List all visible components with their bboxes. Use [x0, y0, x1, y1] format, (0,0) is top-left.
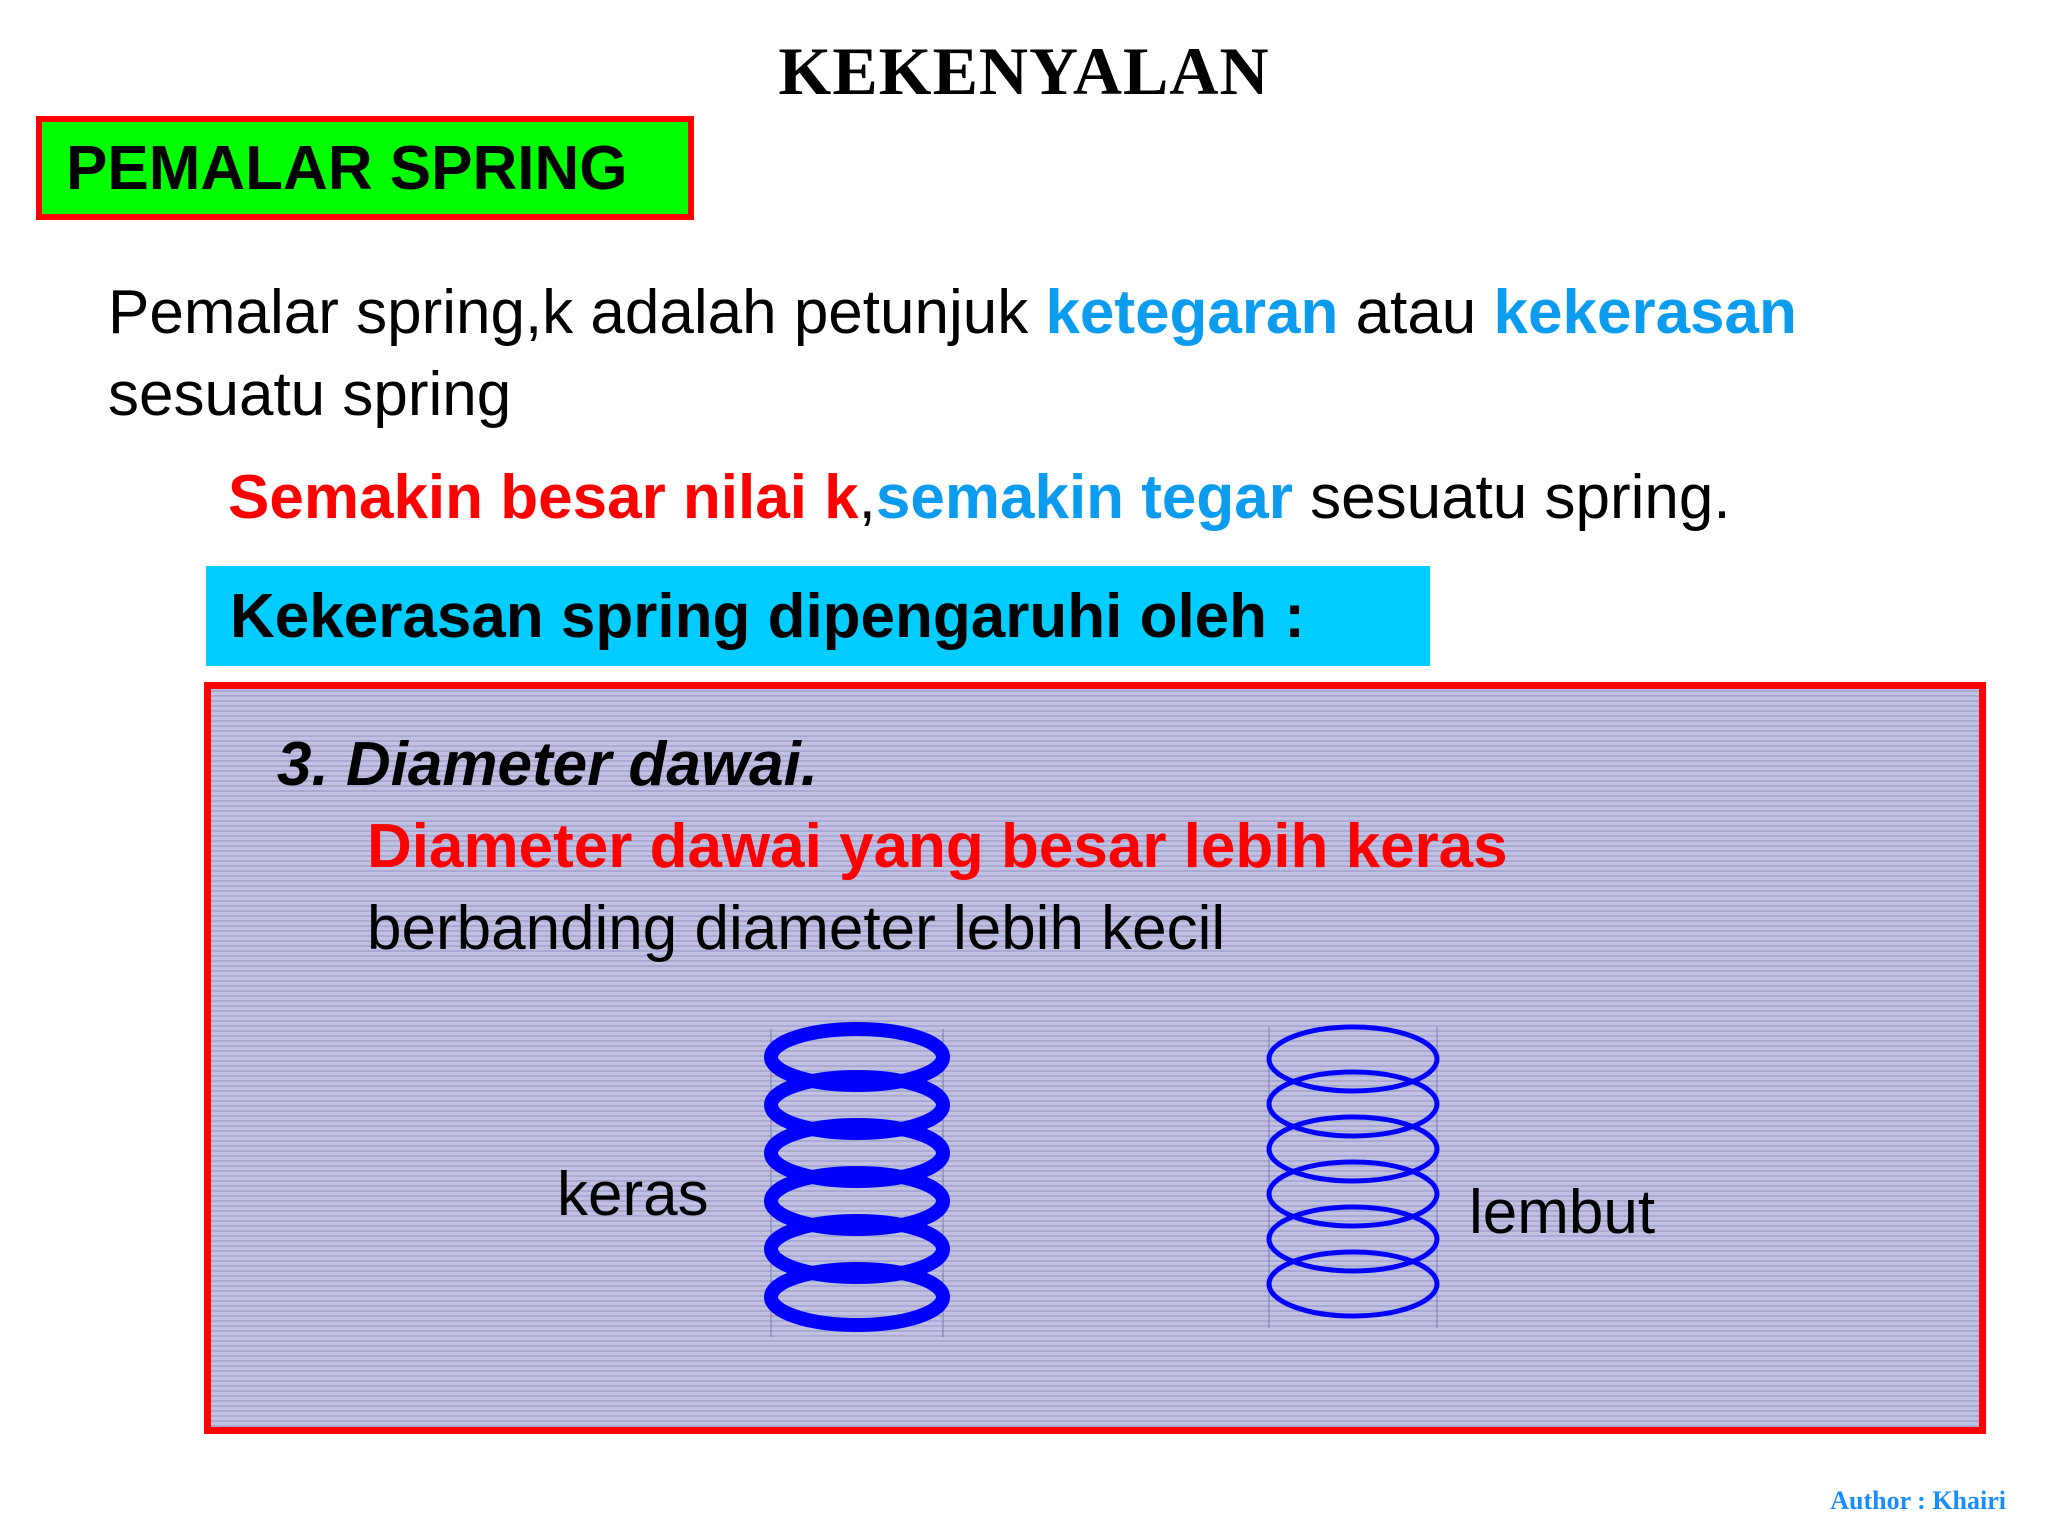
- section-heading-text: PEMALAR SPRING: [66, 133, 628, 203]
- springs-illustration: [211, 689, 1979, 1427]
- keyword-ketegaran: ketegaran: [1045, 278, 1339, 347]
- thick-spring: [771, 1029, 943, 1337]
- thin-spring: [1269, 1027, 1437, 1328]
- label-lembut: lembut: [1469, 1178, 1656, 1247]
- statement-blue: semakin tegar: [875, 463, 1293, 532]
- factor-heading-text: Kekerasan spring dipengaruhi oleh :: [230, 581, 1305, 651]
- item-description: berbanding diameter lebih kecil: [367, 894, 1226, 963]
- statement-text: [228, 462, 2028, 533]
- statement-rest: sesuatu spring.: [1292, 463, 1731, 532]
- label-keras: keras: [557, 1160, 709, 1229]
- author-credit: Author : Khairi: [1830, 1486, 2006, 1515]
- spring-coil: [1269, 1252, 1437, 1316]
- definition-part3: sesuatu spring: [108, 360, 512, 429]
- factor-panel: [204, 682, 1986, 1434]
- factor-heading-box: [206, 566, 1430, 666]
- section-heading: [36, 116, 694, 220]
- item-heading: 3. Diameter dawai.: [277, 730, 819, 799]
- slide-title: KEKENYALAN: [778, 33, 1270, 109]
- definition-part1: Pemalar spring,k adalah petunjuk: [108, 278, 1046, 347]
- keyword-kekerasan: kekerasan: [1493, 278, 1797, 347]
- definition-text: [108, 272, 2008, 436]
- statement-comma: ,: [858, 463, 876, 532]
- definition-part2: atau: [1338, 278, 1494, 347]
- statement-red: Semakin besar nilai k: [228, 463, 859, 532]
- item-description-red: Diameter dawai yang besar lebih keras: [367, 812, 1508, 881]
